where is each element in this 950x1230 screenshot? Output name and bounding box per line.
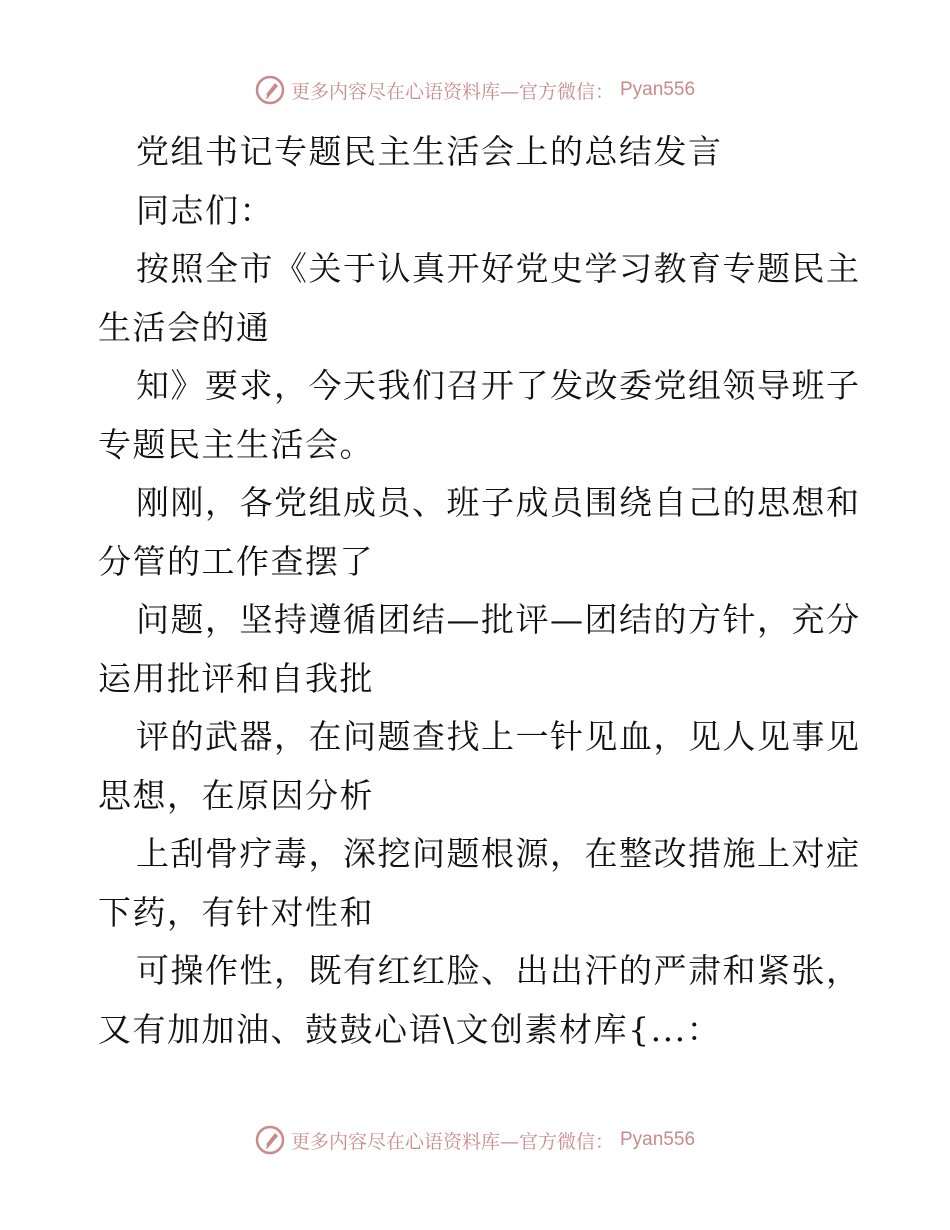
document-body bbox=[98, 123, 861, 1059]
paragraph-line: 评的武器，在问题查找上一针见血，见人见事见 bbox=[136, 717, 861, 756]
paragraph-line: 生活会的通 bbox=[98, 307, 271, 347]
paragraph-line: 问题，坚持遵循团结—批评—团结的方针，充分 bbox=[136, 600, 861, 639]
watermark-text: 更多内容尽在心语资料库—官方微信： bbox=[290, 80, 614, 103]
footer-watermark bbox=[0, 1120, 950, 1160]
paragraph-line: 专题民主生活会。 bbox=[98, 424, 374, 464]
paragraph-line: 分管的工作查摆了 bbox=[98, 541, 374, 581]
paragraph-line: 按照全市《关于认真开好党史学习教育专题民主 bbox=[136, 249, 861, 288]
paragraph-line: 运用批评和自我批 bbox=[98, 658, 374, 698]
document-title: 党组书记专题民主生活会上的总结发言 bbox=[136, 132, 723, 171]
paragraph-line: 上刮骨疗毒，深挖问题根源，在整改措施上对症 bbox=[136, 834, 861, 873]
header-watermark bbox=[0, 70, 950, 110]
paragraph-line: 可操作性，既有红红脸、出出汗的严肃和紧张， bbox=[136, 951, 861, 990]
pen-nib-logo-icon bbox=[255, 75, 285, 105]
pen-nib-logo-icon bbox=[255, 1125, 285, 1155]
paragraph-line: 思想，在原因分析 bbox=[98, 775, 374, 815]
watermark-text: 更多内容尽在心语资料库—官方微信： bbox=[290, 1130, 614, 1153]
watermark-wechat-id: Pyan556 bbox=[620, 79, 696, 100]
salutation: 同志们： bbox=[136, 190, 274, 230]
paragraph-line: 又有加加油、鼓鼓心语\文创素材库{...： bbox=[98, 1009, 722, 1049]
paragraph-line: 刚刚，各党组成员、班子成员围绕自己的思想和 bbox=[136, 483, 861, 522]
watermark-wechat-id: Pyan556 bbox=[620, 1129, 696, 1150]
paragraph-line: 知》要求，今天我们召开了发改委党组领导班子 bbox=[136, 366, 861, 405]
paragraph-line: 下药，有针对性和 bbox=[98, 892, 374, 932]
